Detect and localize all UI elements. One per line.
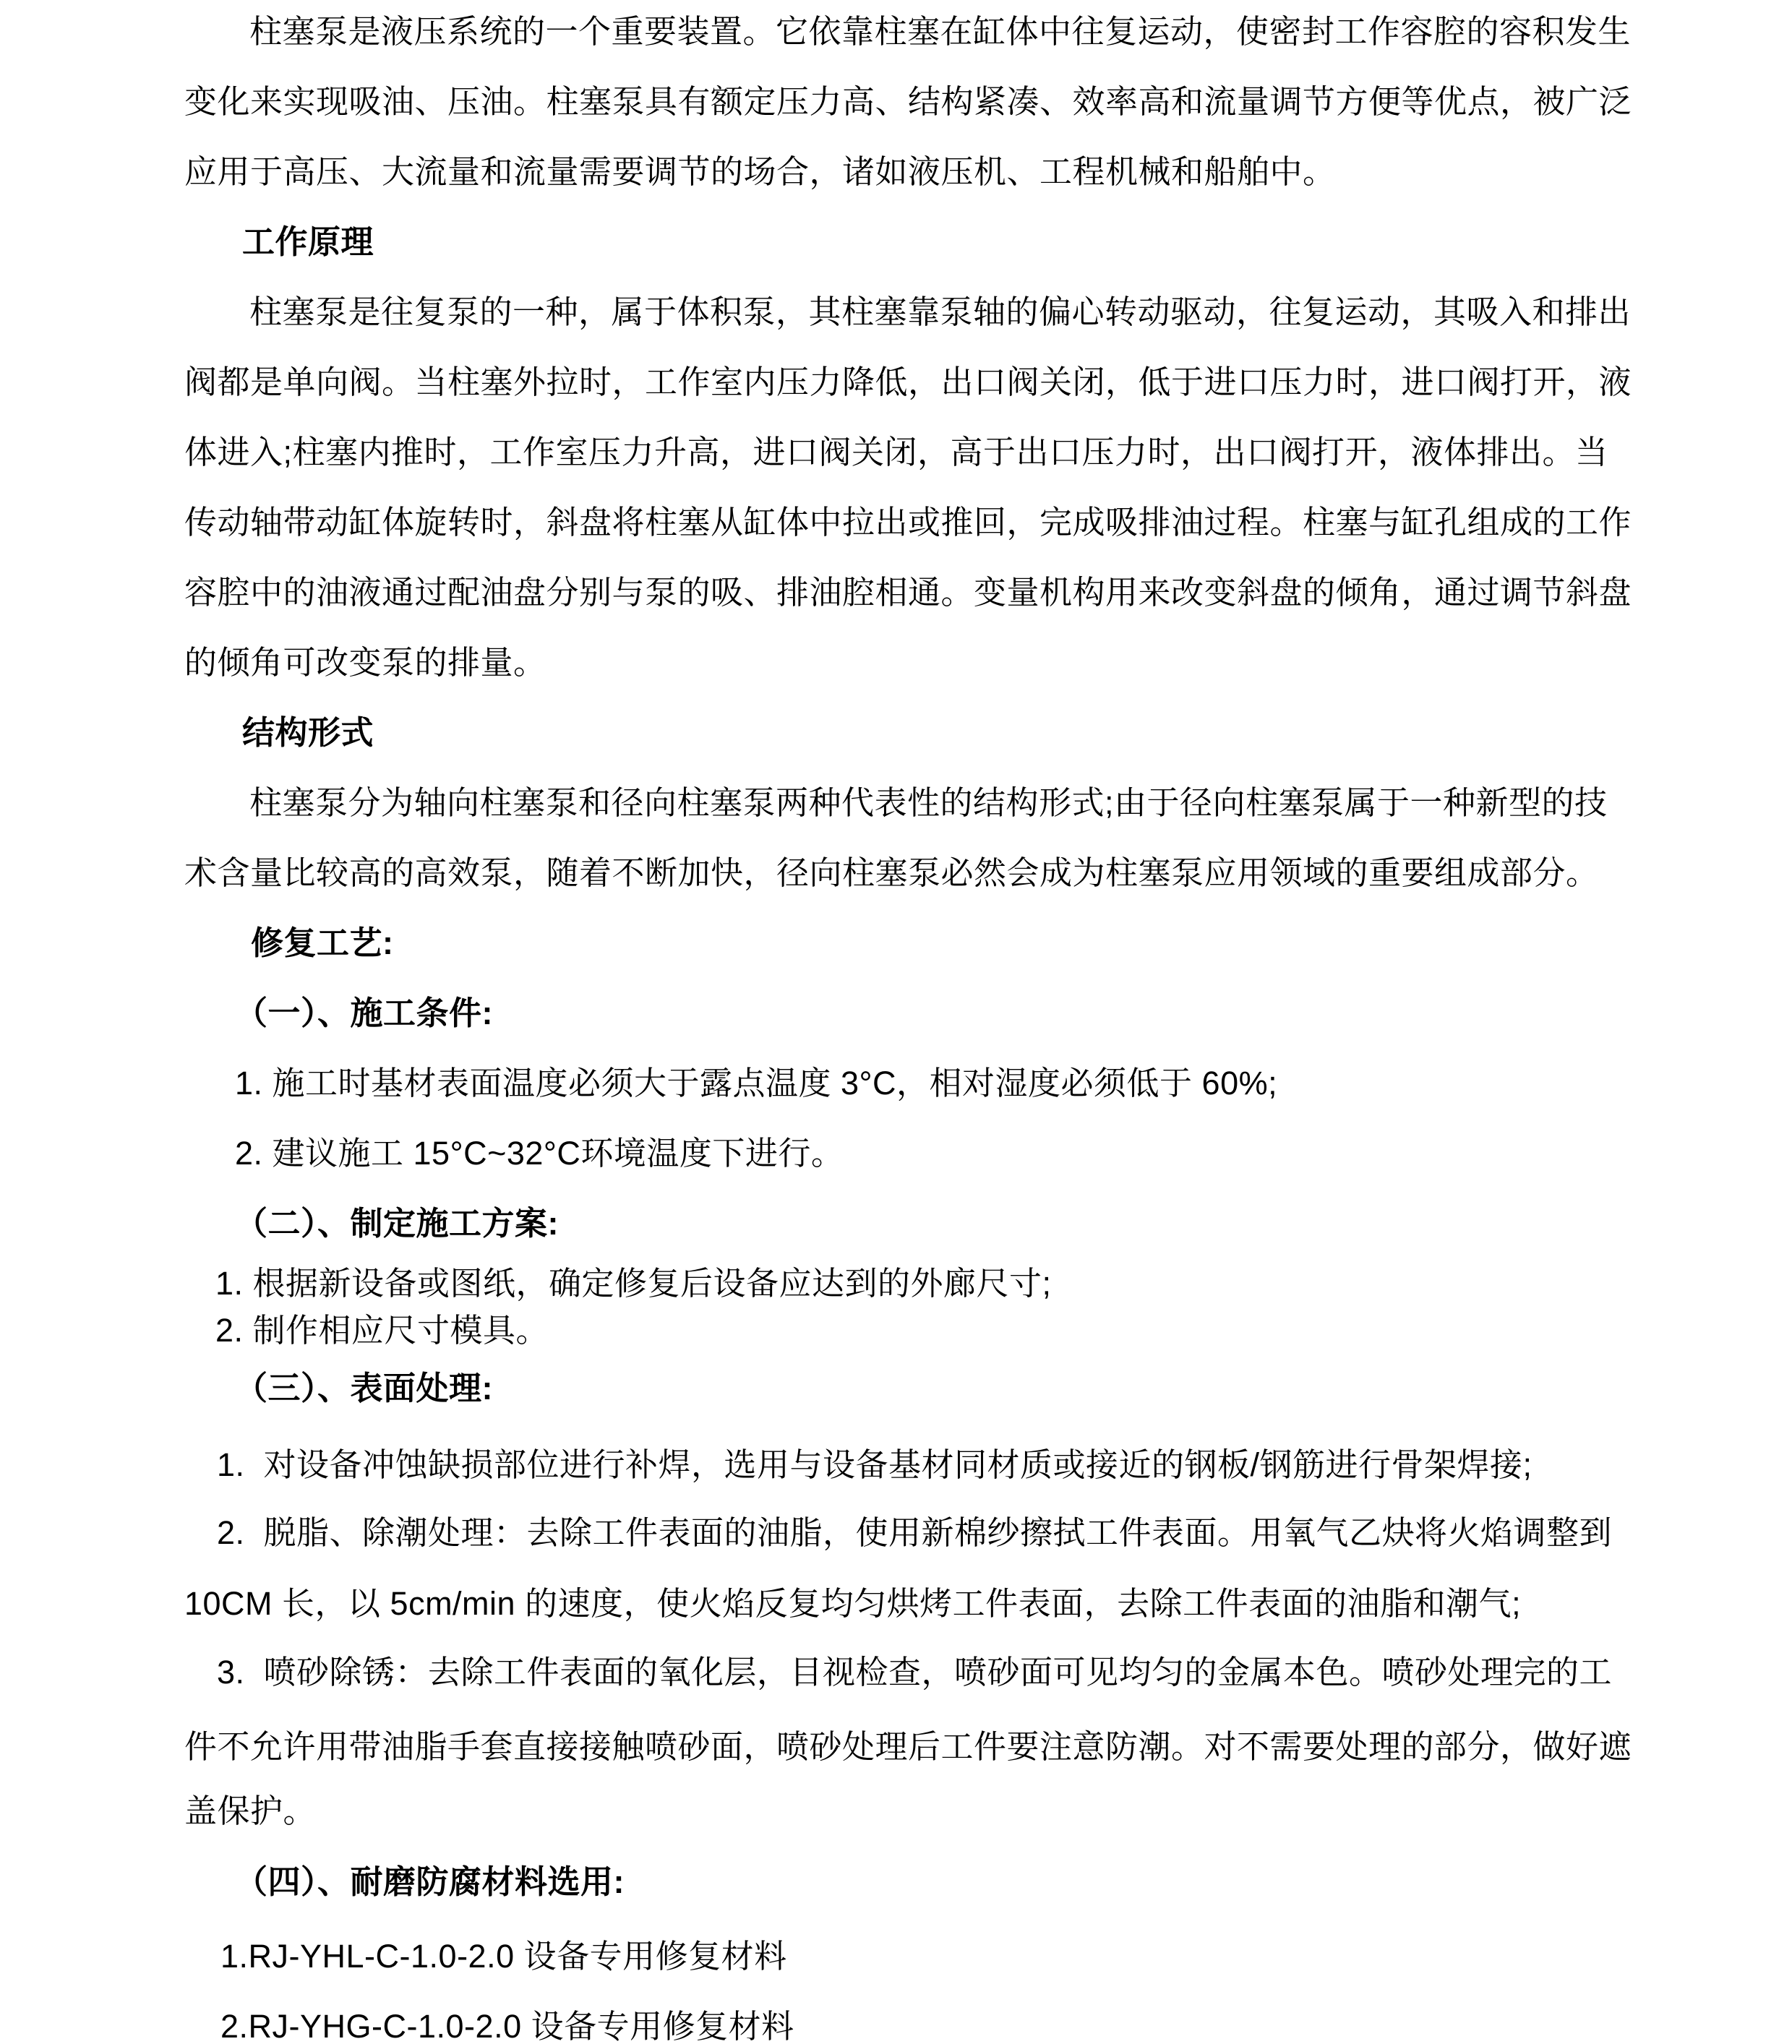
section-heading-line: （四）、耐磨防腐材料选用:	[235, 1863, 625, 1900]
text-line: 应用于高压、大流量和流量需要调节的场合，诸如液压机、工程机械和船舶中。	[184, 153, 1336, 190]
text-line: 2. 脱脂、除潮处理：去除工件表面的油脂，使用新棉纱擦拭工件表面。用氧气乙炔将火焰调整到	[217, 1514, 1613, 1551]
text-line: 2. 建议施工 15°C~32°C环境温度下进行。	[235, 1135, 844, 1172]
text-line: 1.RJ-YHL-C-1.0-2.0 设备专用修复材料	[220, 1938, 787, 1975]
section-heading-line: （一）、施工条件:	[235, 995, 493, 1031]
text-line: 2.RJ-YHG-C-1.0-2.0 设备专用修复材料	[220, 2008, 794, 2044]
text-line: 盖保护。	[184, 1792, 317, 1829]
text-line: 1. 施工时基材表面温度必须大于露点温度 3°C，相对湿度必须低于 60%;	[235, 1065, 1278, 1102]
section-heading-line: 结构形式	[242, 714, 374, 751]
section-heading-line: 修复工艺:	[251, 924, 394, 961]
section-heading-line: （三）、表面处理:	[235, 1370, 493, 1407]
text-line: 的倾角可改变泵的排量。	[184, 644, 546, 681]
text-line: 阀都是单向阀。当柱塞外拉时，工作室内压力降低，出口阀关闭，低于进口压力时，进口阀打开，液	[184, 364, 1632, 400]
text-line: 1. 根据新设备或图纸，确定修复后设备应达到的外廊尺寸;	[215, 1265, 1052, 1302]
text-line: 传动轴带动缸体旋转时，斜盘将柱塞从缸体中拉出或推回，完成吸排油过程。柱塞与缸孔组成的工作	[184, 504, 1632, 541]
text-line: 10CM 长，以 5cm/min 的速度，使火焰反复均匀烘烤工件表面，去除工件表面的油脂和潮气;	[184, 1585, 1522, 1622]
text-line: 3. 喷砂除锈：去除工件表面的氧化层，目视检查，喷砂面可见均匀的金属本色。喷砂处理完的工	[217, 1654, 1613, 1691]
section-heading-line: （二）、制定施工方案:	[235, 1205, 559, 1242]
text-line: 柱塞泵是往复泵的一种，属于体积泵，其柱塞靠泵轴的偏心转动驱动，往复运动，其吸入和排出	[249, 293, 1632, 330]
text-line: 术含量比较高的高效泵，随着不断加快，径向柱塞泵必然会成为柱塞泵应用领域的重要组成部分。	[184, 854, 1599, 891]
text-line: 件不允许用带油脂手套直接接触喷砂面，喷砂处理后工件要注意防潮。对不需要处理的部分，做好遮	[184, 1728, 1632, 1765]
text-line: 2. 制作相应尺寸模具。	[215, 1312, 549, 1349]
text-line: 变化来实现吸油、压油。柱塞泵具有额定压力高、结构紧凑、效率高和流量调节方便等优点，被广泛	[184, 83, 1632, 120]
text-line: 容腔中的油液通过配油盘分别与泵的吸、排油腔相通。变量机构用来改变斜盘的倾角，通过调节斜盘	[184, 574, 1632, 611]
text-line: 柱塞泵分为轴向柱塞泵和径向柱塞泵两种代表性的结构形式;由于径向柱塞泵属于一种新型的技	[249, 784, 1608, 821]
text-line: 体进入;柱塞内推时，工作室压力升高，进口阀关闭，高于出口压力时，出口阀打开，液体排出。当	[184, 434, 1608, 471]
text-line: 柱塞泵是液压系统的一个重要装置。它依靠柱塞在缸体中往复运动，使密封工作容腔的容积发生	[249, 13, 1632, 50]
section-heading-line: 工作原理	[242, 223, 374, 260]
text-line: 1. 对设备冲蚀缺损部位进行补焊，选用与设备基材同材质或接近的钢板/钢筋进行骨架焊接;	[217, 1446, 1532, 1483]
